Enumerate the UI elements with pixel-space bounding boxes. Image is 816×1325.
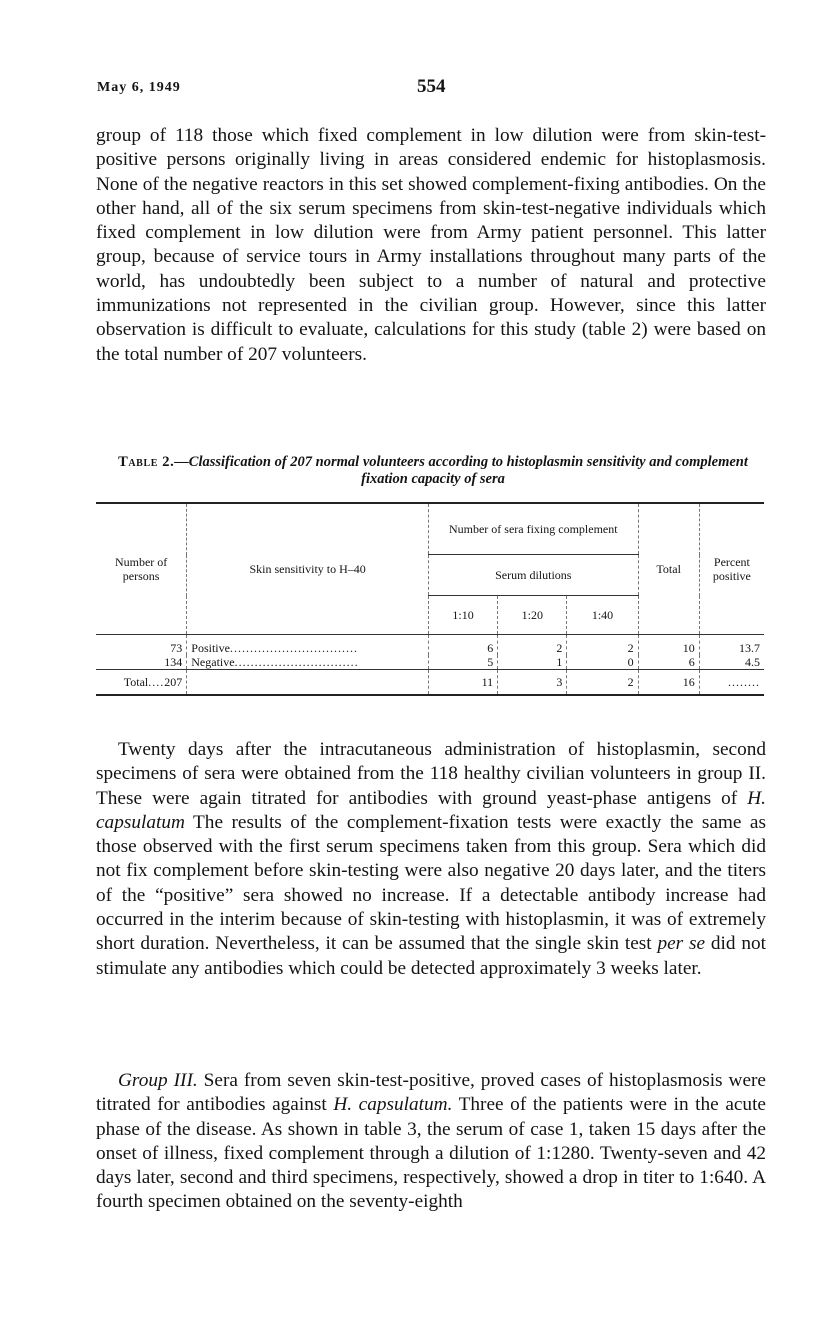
body-paragraph-1: group of 118 those which fixed complement in low dilution were from skin-test-positive persons originally living in areas considered endemic for histoplasmosis. None of the negative reactors in this set showed complement-fixing antibodies. On the other hand, all of the six serum specimens from skin-test-negative individuals which fixed complement in low dilution were from Army patient personnel. This latter group, because of service tours in Army installations throughout many parts of the world, has undoubtedly been subject to a number of natural and protective immunizations not represented in the civilian group. However, since this latter observation is difficult to evaluate, calculations for this study (table 2) were based on the total number of 207 volunteers. <box>96 125 766 365</box>
cell-dil-1-20: 1 <box>498 655 567 670</box>
col-header-dilution-1-40: 1:40 <box>567 596 638 635</box>
page-header <box>97 76 446 102</box>
cell-dil-1-10: 5 <box>428 655 497 670</box>
col-header-serum-dilutions: Serum dilutions <box>428 555 638 596</box>
latin-phrase: per se <box>657 933 706 955</box>
cell-label: Positive <box>191 641 230 655</box>
table-row-total: Total....207 11 3 2 16 ........ <box>96 670 764 696</box>
body-paragraph-2: Twenty days after the intracutaneous administration of histoplasmin, second specimens of sera were obtained from the 118 healthy civilian volunteers in group II. These were again titrated for antibodies with ground yeast-phase antigens of H. capsulatum The results of the complement-fixation tests were exactly the same as those observed with the first serum specimens taken from this group. Sera which did not fix complement before skin-testing were also negative 20 days later, and the titers of the “positive” sera showed no increase. If a detectable antibody increase had occurred in the interim because of skin-testing with histoplasmin, it was of extremely short duration. Nevertheless, it can be assumed that the single skin test per se did not stimulate any antibodies which could be detected approximately 3 weeks later. <box>96 739 766 979</box>
cell-label: Negative <box>191 655 235 669</box>
species-name: H. capsulatum <box>96 787 766 833</box>
cell-total: 16 <box>638 670 699 696</box>
col-header-total: Total <box>638 503 699 635</box>
cell-dil-1-40: 2 <box>567 635 638 656</box>
table-row-negative: 134 Negative............................... 5 1 0 6 4.5 <box>96 655 764 670</box>
cell-total: 6 <box>638 655 699 670</box>
table-caption <box>96 454 770 488</box>
col-header-percent-positive: Percent positive <box>712 555 751 583</box>
cell-persons: 207 <box>164 675 183 689</box>
section-heading-group-iii: Group III. <box>118 1070 198 1091</box>
cell-dil-1-40: 0 <box>567 655 638 670</box>
species-name: H. capsulatum. <box>333 1094 453 1116</box>
cell-total: 10 <box>638 635 699 656</box>
cell-percent: 4.5 <box>745 655 760 669</box>
cell-dil-1-40: 2 <box>567 670 638 696</box>
page-number: 554 <box>417 76 446 97</box>
table-caption-title: —Classification of 207 normal volunteers according to histoplasmin sensitivity and complement fixation capacity of sera <box>174 454 748 487</box>
cell-percent: 13.7 <box>739 641 760 655</box>
cell-persons: 73 <box>96 635 187 656</box>
col-header-sera-fixing: Number of sera fixing complement <box>428 503 638 555</box>
body-paragraph-3: Group III. Sera from seven skin-test-positive, proved cases of histoplasmosis were titrated for antibodies against H. capsulatum. Three of the patients were in the acute phase of the disease. As shown in table 3, the serum of case 1, taken 15 days after the onset of illness, fixed complement through a dilution of 1:1280. Twenty-seven and 42 days later, second and third specimens, respectively, showed a drop in titer to 1:640. A fourth specimen obtained on the seventy-eighth <box>96 1070 766 1213</box>
cell-dil-1-20: 2 <box>498 635 567 656</box>
cell-dil-1-10: 11 <box>428 670 497 696</box>
header-date: May 6, 1949 <box>97 80 181 95</box>
cell-dil-1-10: 6 <box>428 635 497 656</box>
cell-persons: 134 <box>96 655 187 670</box>
cell-total-label: Total <box>123 675 149 689</box>
table-caption-label: Table 2. <box>118 454 175 470</box>
col-header-skin-sensitivity: Skin sensitivity to H–40 <box>187 503 429 635</box>
cell-dil-1-20: 3 <box>498 670 567 696</box>
col-header-number-of-persons: Number of persons <box>96 503 187 635</box>
classification-table <box>96 502 764 696</box>
col-header-dilution-1-20: 1:20 <box>498 596 567 635</box>
table-row-positive: 73 Positive................................ 6 2 2 10 13.7 <box>96 635 764 656</box>
col-header-dilution-1-10: 1:10 <box>428 596 497 635</box>
